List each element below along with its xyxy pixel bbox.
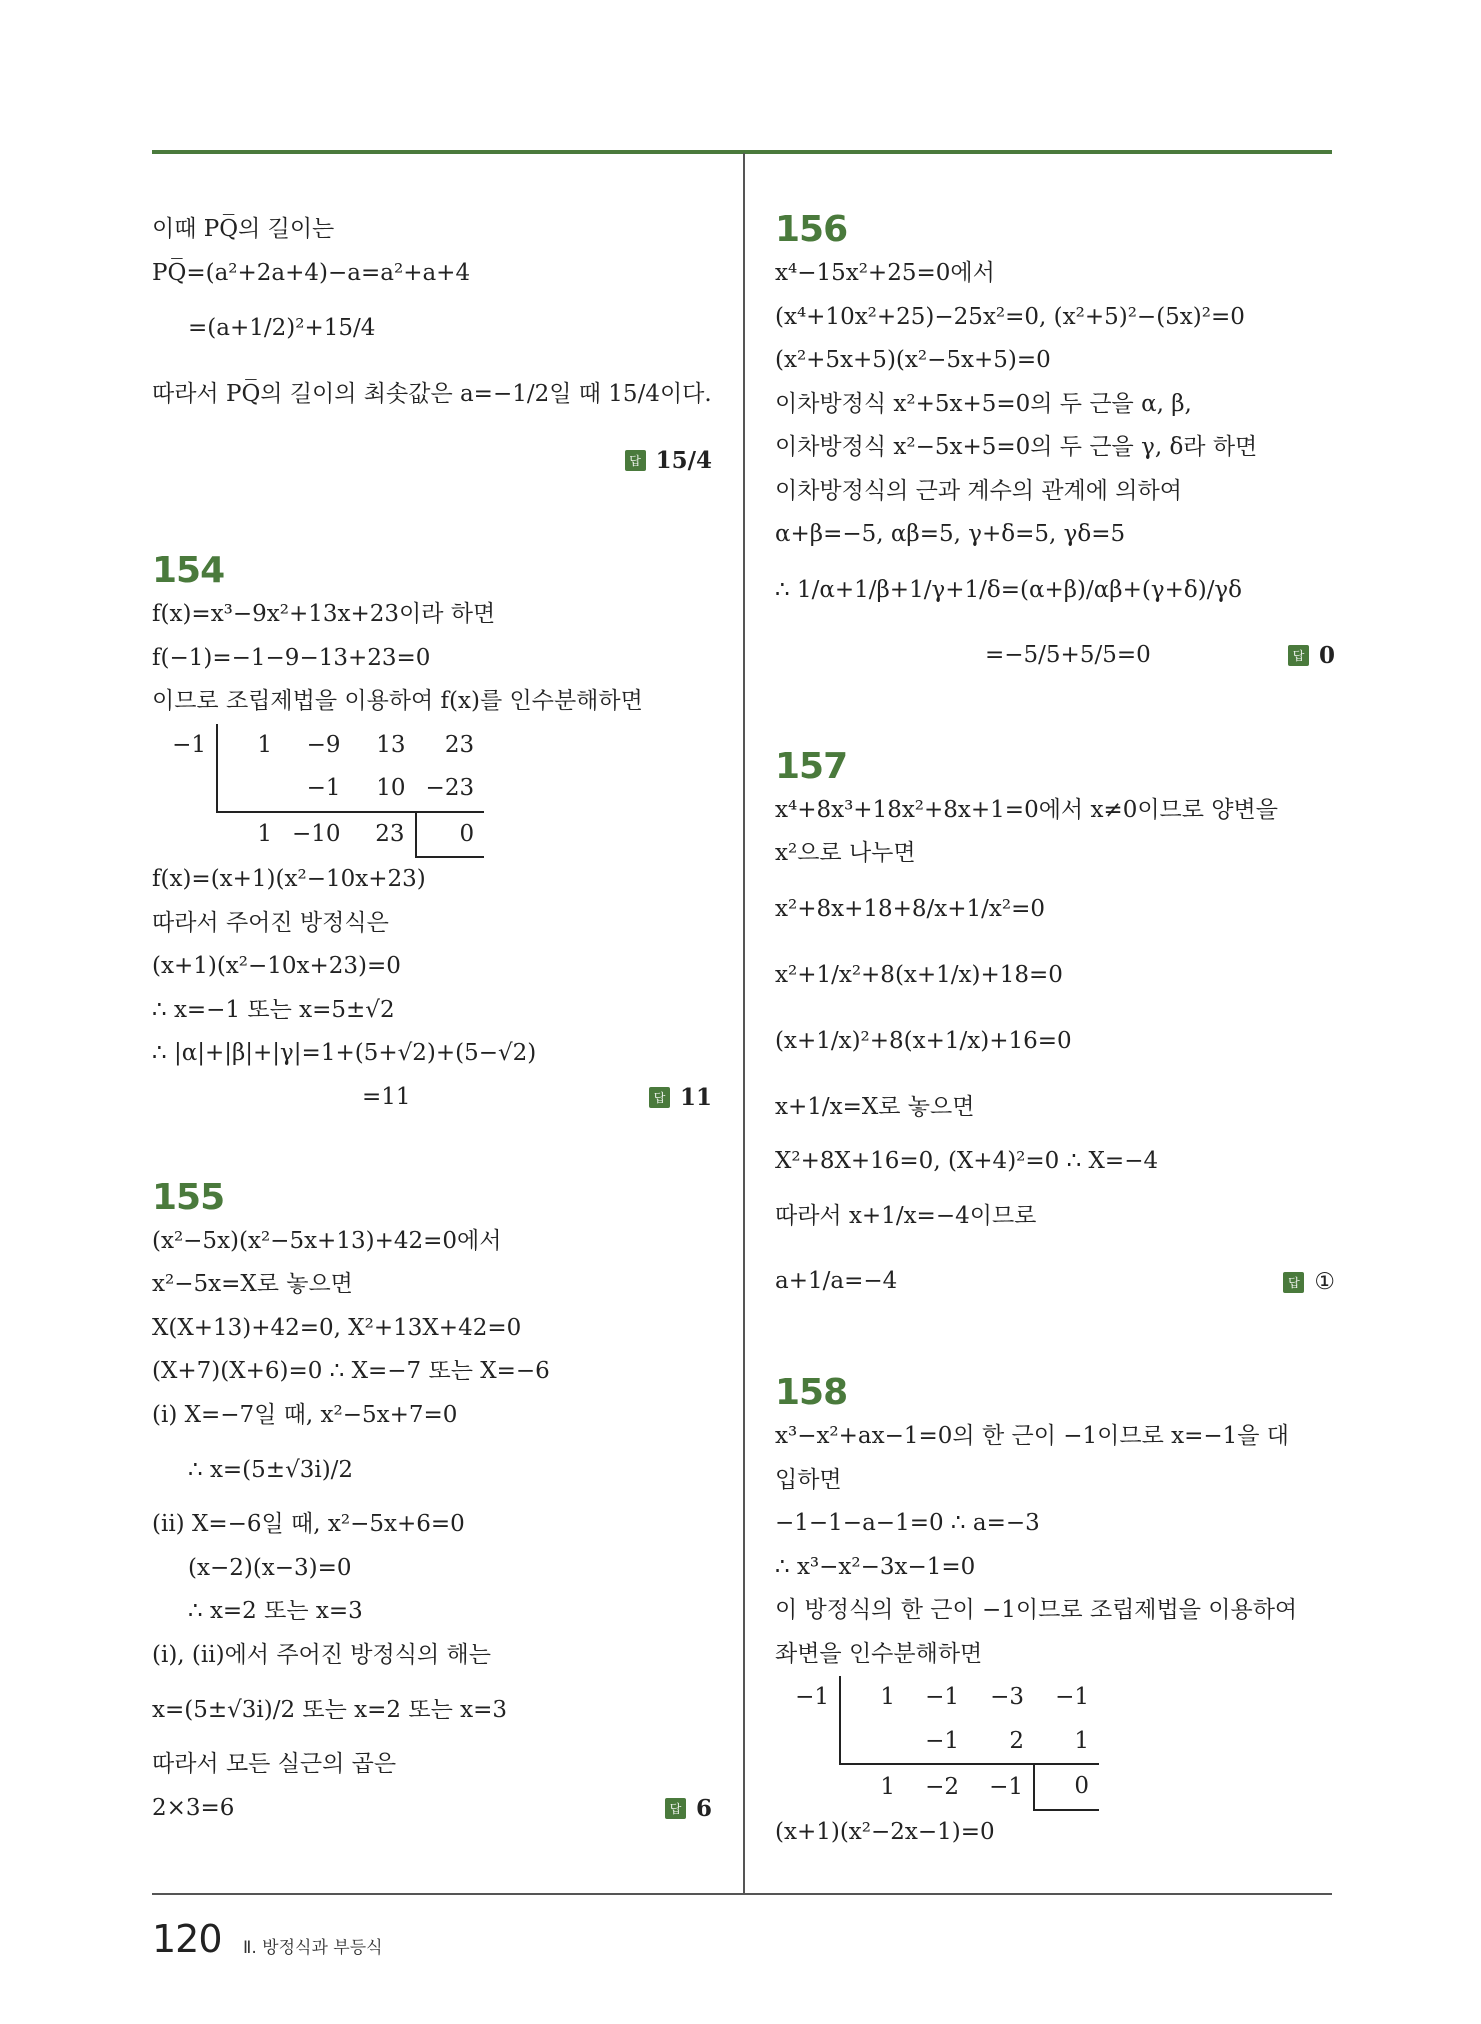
synth-cell: −23 xyxy=(425,775,475,801)
problem-number: 154 xyxy=(152,550,225,591)
synth-cell xyxy=(840,1720,905,1765)
solution-line: PQ̅=(a²+2a+4)−a=a²+a+4 xyxy=(152,259,471,286)
answer-badge: 답 xyxy=(665,1798,686,1819)
solution-line: =−5/5+5/5=0 xyxy=(985,641,1151,668)
synth-cell: −9 xyxy=(306,731,341,758)
synth-remainder: 0 xyxy=(1034,1764,1099,1810)
synth-cell: −1 xyxy=(1055,1684,1089,1710)
solution-line: =11 xyxy=(362,1083,411,1110)
solution-line: (x−2)(x−3)=0 xyxy=(188,1554,352,1581)
solution-line: 따라서 모든 실근의 곱은 xyxy=(152,1751,397,1777)
problem-number: 158 xyxy=(775,1372,848,1413)
solution-line: (x+1)(x²−2x−1)=0 xyxy=(775,1818,995,1845)
solution-line: 따라서 주어진 방정식은 xyxy=(152,909,389,936)
solution-line: 따라서 x+1/x=−4이므로 xyxy=(775,1203,1037,1229)
solution-line: ∴ x³−x²−3x−1=0 xyxy=(775,1553,976,1580)
answer-badge: 답 xyxy=(1283,1272,1304,1293)
solution-line: (x²−5x)(x²−5x+13)+42=0에서 xyxy=(152,1227,502,1254)
synth-cell: −1 xyxy=(925,1727,959,1754)
solution-line: −1−1−a−1=0 ∴ a=−3 xyxy=(775,1510,1040,1536)
solution-line: ∴ x=2 또는 x=3 xyxy=(188,1598,363,1624)
solution-line: 입하면 xyxy=(775,1466,842,1493)
synth-cell: −2 xyxy=(905,1764,969,1810)
answer-value: 0 xyxy=(1318,642,1335,669)
answer-value: 11 xyxy=(679,1084,712,1111)
solution-line: x⁴−15x²+25=0에서 xyxy=(775,260,995,286)
solution-line: x²으로 나누면 xyxy=(775,840,916,866)
synth-root: −1 xyxy=(152,724,217,768)
solution-line: (ⅰ) X=−7일 때, x²−5x+7=0 xyxy=(152,1401,458,1428)
intro-solution xyxy=(152,208,712,493)
synth-cell: −1 xyxy=(925,1684,959,1710)
synth-cell: −1 xyxy=(306,775,341,801)
problem-154 xyxy=(152,549,712,1120)
synth-cell: 23 xyxy=(351,812,416,858)
solution-line: x⁴+8x³+18x²+8x+1=0에서 x≠0이므로 양변을 xyxy=(775,796,1278,823)
solution-line: f(x)=(x+1)(x²−10x+23) xyxy=(152,866,426,892)
solution-line: 이차방정식 x²−5x+5=0의 두 근을 γ, δ라 하면 xyxy=(775,434,1258,460)
synthetic-division-table xyxy=(152,724,712,859)
bottom-rule xyxy=(152,1893,1332,1895)
solution-line: (ⅰ), (ⅱ)에서 주어진 방정식의 해는 xyxy=(152,1641,491,1668)
synth-cell: −3 xyxy=(990,1684,1024,1710)
synth-cell: 13 xyxy=(376,731,406,758)
answer-row xyxy=(152,1787,712,1831)
solution-line: ∴ 1/α+1/β+1/γ+1/δ=(α+β)/αβ+(γ+δ)/γδ xyxy=(775,576,1243,603)
solution-line: 따라서 PQ̅의 길이의 최솟값은 a=−1/2일 때 15/4이다. xyxy=(152,381,712,407)
solution-line: x²+1/x²+8(x+1/x)+18=0 xyxy=(775,961,1063,988)
left-column xyxy=(152,208,712,1831)
solution-line: 이 방정식의 한 근이 −1이므로 조립제법을 이용하여 xyxy=(775,1597,1298,1623)
synth-cell: −10 xyxy=(282,812,351,858)
solution-line: a+1/a=−4 xyxy=(775,1268,898,1295)
solution-line: (x+1)(x²−10x+23)=0 xyxy=(152,953,401,979)
solution-line: ∴ |α|+|β|+|γ|=1+(5+√2)+(5−√2) xyxy=(152,1040,537,1066)
solution-line: (X+7)(X+6)=0 ∴ X=−7 또는 X=−6 xyxy=(152,1358,550,1384)
problem-number: 156 xyxy=(775,209,848,250)
solution-line: x³−x²+ax−1=0의 한 근이 −1이므로 x=−1을 대 xyxy=(775,1423,1289,1449)
problem-156 xyxy=(775,208,1335,689)
solution-line: X(X+13)+42=0, X²+13X+42=0 xyxy=(152,1314,522,1341)
solution-line: 좌변을 인수분해하면 xyxy=(775,1640,983,1667)
problem-number: 155 xyxy=(152,1176,225,1218)
synth-cell xyxy=(217,767,282,812)
solution-line: x²+8x+18+8/x+1/x²=0 xyxy=(775,895,1045,922)
solution-line: (x+1/x)²+8(x+1/x)+16=0 xyxy=(775,1027,1072,1054)
answer-badge: 답 xyxy=(649,1087,670,1108)
solution-line: 2×3=6 xyxy=(152,1794,235,1821)
synth-cell: −1 xyxy=(969,1764,1034,1810)
synth-cell: 1 xyxy=(840,1764,905,1810)
page-number: 120 xyxy=(152,1917,222,1961)
solution-line: ∴ x=(5±√3i)/2 xyxy=(188,1457,354,1483)
synthetic-division-table xyxy=(775,1676,1335,1811)
synth-cell: 1 xyxy=(217,812,282,858)
solution-line: 이차방정식 x²+5x+5=0의 두 근을 α, β, xyxy=(775,390,1192,417)
answer-row xyxy=(152,427,712,493)
synth-remainder: 0 xyxy=(416,812,485,858)
solution-line: f(x)=x³−9x²+13x+23이라 하면 xyxy=(152,601,496,627)
solution-line: x=(5±√3i)/2 또는 x=2 또는 x=3 xyxy=(152,1697,507,1723)
solution-line: (x²+5x+5)(x²−5x+5)=0 xyxy=(775,347,1051,373)
synth-cell: 1 xyxy=(880,1684,895,1710)
answer-value: 15/4 xyxy=(655,446,712,474)
solution-line: (x⁴+10x²+25)−25x²=0, (x²+5)²−(5x)²=0 xyxy=(775,303,1245,330)
answer-row xyxy=(775,1249,1335,1315)
solution-line: f(−1)=−1−9−13+23=0 xyxy=(152,644,431,671)
synth-cell: 1 xyxy=(1074,1727,1089,1754)
solution-line: ∴ x=−1 또는 x=5±√2 xyxy=(152,996,395,1023)
solution-line: 이차방정식의 근과 계수의 관계에 의하여 xyxy=(775,477,1182,504)
synth-cell: 2 xyxy=(1009,1727,1024,1754)
synth-cell: 23 xyxy=(444,731,475,758)
solution-line: 이때 PQ̅의 길이는 xyxy=(152,216,335,242)
solution-line: α+β=−5, αβ=5, γ+δ=5, γδ=5 xyxy=(775,521,1126,547)
solution-line: (ⅱ) X=−6일 때, x²−5x+6=0 xyxy=(152,1511,465,1537)
solution-line: x+1/x=X로 놓으면 xyxy=(775,1093,975,1120)
answer-row xyxy=(775,623,1335,689)
synth-root: −1 xyxy=(775,1676,840,1720)
answer-row xyxy=(152,1076,712,1120)
problem-158 xyxy=(775,1371,1335,1854)
answer-value: 6 xyxy=(695,1795,712,1822)
right-column xyxy=(775,208,1335,1854)
answer-badge: 답 xyxy=(1288,645,1309,666)
problem-157 xyxy=(775,745,1335,1316)
solution-line: 이므로 조립제법을 이용하여 f(x)를 인수분해하면 xyxy=(152,688,643,714)
problem-155 xyxy=(152,1176,712,1831)
synth-cell: 1 xyxy=(257,731,272,758)
chapter-title: Ⅱ. 방정식과 부등식 xyxy=(243,1938,383,1958)
top-rule xyxy=(152,150,1332,154)
solution-line: =(a+1/2)²+15/4 xyxy=(188,315,376,341)
problem-number: 157 xyxy=(775,745,848,787)
synth-cell: 10 xyxy=(376,775,406,801)
answer-badge: 답 xyxy=(625,450,646,471)
answer-value: ① xyxy=(1314,1269,1335,1295)
column-divider xyxy=(743,153,745,1893)
solution-line: X²+8X+16=0, (X+4)²=0 ∴ X=−4 xyxy=(775,1147,1159,1174)
solution-line: x²−5x=X로 놓으면 xyxy=(152,1271,353,1297)
